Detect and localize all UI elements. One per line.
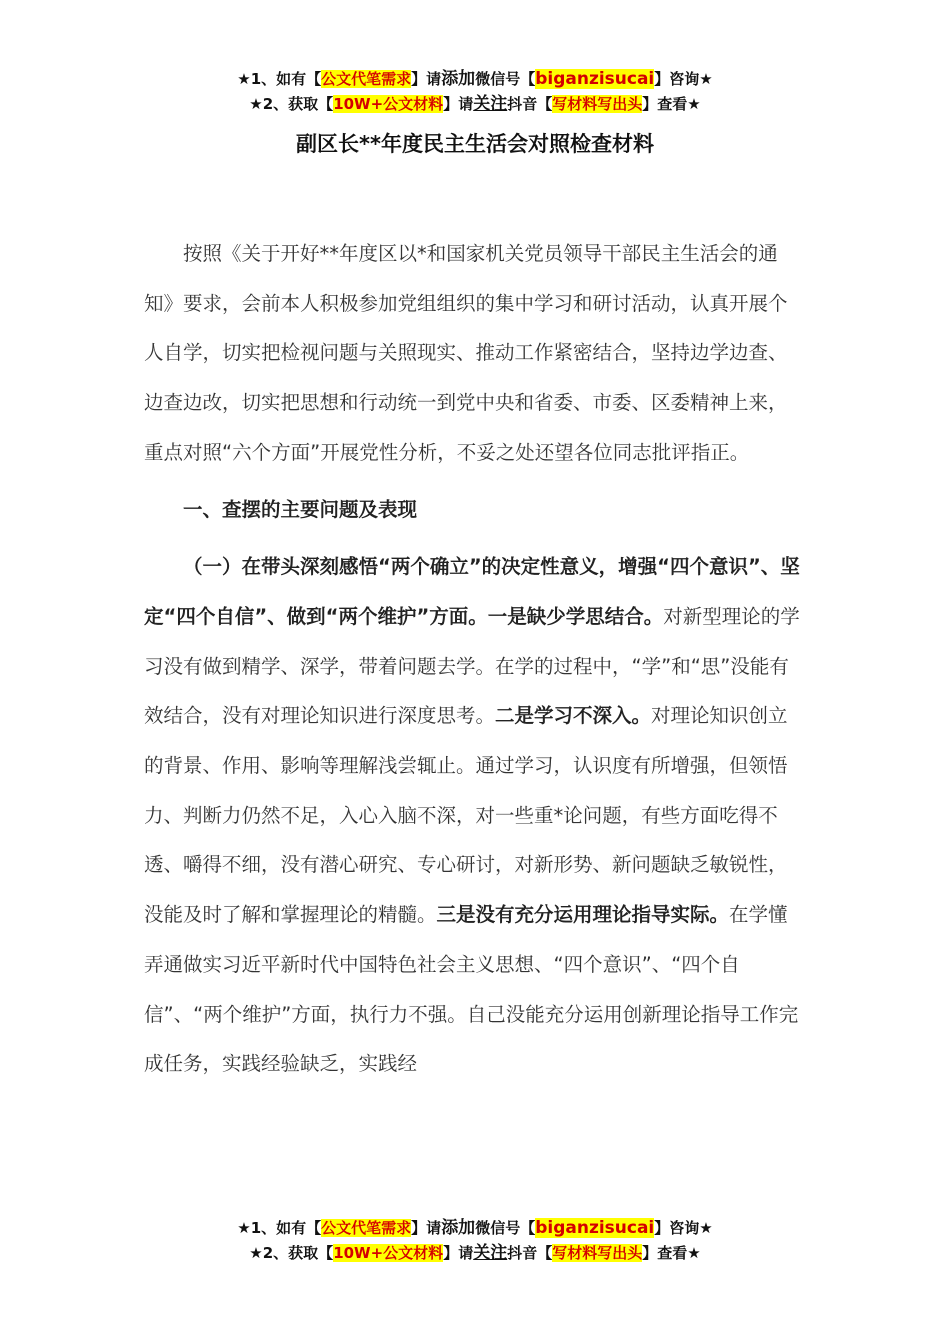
notice-emphasis: 添加 <box>441 69 476 89</box>
notice-text: 】请 <box>411 70 442 88</box>
notice-highlight: 10W+公文材料 <box>333 1244 444 1262</box>
point-title: 二是学习不深入。 <box>495 704 652 728</box>
notice-text: 】请 <box>443 95 474 113</box>
notice-text: 】请 <box>411 1219 442 1237</box>
notice-line-1 <box>0 1216 950 1241</box>
notice-highlight-douyin: 写材料写出头 <box>552 95 643 113</box>
notice-text: 微信号【 <box>475 1219 536 1237</box>
item-paragraph <box>144 542 806 1089</box>
notice-highlight-wechat-id: biganzisucai <box>535 69 655 89</box>
notice-highlight-wechat-id: biganzisucai <box>535 1218 655 1238</box>
document-body <box>144 229 806 1089</box>
notice-emphasis: 添加 <box>441 1218 476 1238</box>
notice-line-2 <box>0 1241 950 1266</box>
notice-text: ★1、如有【 <box>237 70 322 88</box>
point-text: 对理论知识创立的背景、作用、影响等理解浅尝辄止。通过学习，认识度有所增强，但领悟力、判断力仍然不足，入心入脑不深，对一些重*论问题，有些方面吃得不透、嚼得不细，没有潜心研究、专心研讨，对新形势、新问题缺乏敏锐性，没能及时了解和掌握理论的精髓。 <box>144 704 788 927</box>
notice-text: ★2、获取【 <box>249 95 334 113</box>
notice-text: 微信号【 <box>475 70 536 88</box>
notice-highlight: 公文代笔需求 <box>321 70 412 88</box>
notice-highlight-douyin: 写材料写出头 <box>552 1244 643 1262</box>
notice-text: ★1、如有【 <box>237 1219 322 1237</box>
notice-text: 】咨询★ <box>654 70 713 88</box>
notice-text: 抖音【 <box>507 1244 553 1262</box>
point-text: 在学懂弄通做实习近平新时代中国特色社会主义思想、“四个意识”、“四个自信”、“两个维护”方面，执行力不强。自己没能充分运用创新理论指导工作完成任务，实践经验缺乏，实践经 <box>144 903 799 1076</box>
notice-text: 】请 <box>443 1244 474 1262</box>
document-title: 副区长**年度民主生活会对照检查材料 <box>296 132 654 156</box>
notice-line-2 <box>0 92 950 117</box>
notice-text: 】咨询★ <box>654 1219 713 1237</box>
point-title: 一是缺少学思结合。 <box>487 604 664 628</box>
item-heading: （一）在带头深刻感悟“两个确立”的决定性意义，增强“四个意识”、坚定“四个自信”、做到“两个维护”方面。 <box>144 555 800 628</box>
notice-text: 抖音【 <box>507 95 553 113</box>
notice-text: 】查看★ <box>642 1244 701 1262</box>
notice-text: ★2、获取【 <box>249 1244 334 1262</box>
header-notice <box>0 67 950 117</box>
notice-emphasis: 关注 <box>473 1243 508 1263</box>
footer-notice <box>0 1216 950 1266</box>
notice-highlight: 10W+公文材料 <box>333 95 444 113</box>
intro-paragraph: 按照《关于开好**年度区以*和国家机关党员领导干部民主生活会的通知》要求，会前本人积极参加党组组织的集中学习和研讨活动，认真开展个人自学，切实把检视问题与关照现实、推动工作紧密结合，坚持边学边查、边查边改，切实把思想和行动统一到党中央和省委、市委、区委精神上来，重点对照“六个方面”开展党性分析，不妥之处还望各位同志批评指正。 <box>144 242 788 464</box>
notice-text: 】查看★ <box>642 95 701 113</box>
notice-highlight: 公文代笔需求 <box>321 1219 412 1237</box>
notice-emphasis: 关注 <box>473 94 508 114</box>
point-title: 三是没有充分运用理论指导实际。 <box>436 903 730 927</box>
section-heading: 一、查摆的主要问题及表现 <box>183 497 418 521</box>
point-text: 对新型理论的学习没有做到精学、深学，带着问题去学。在学的过程中，“学”和“思”没能有效结合，没有对理论知识进行深度思考。 <box>144 604 800 728</box>
notice-line-1 <box>0 67 950 92</box>
